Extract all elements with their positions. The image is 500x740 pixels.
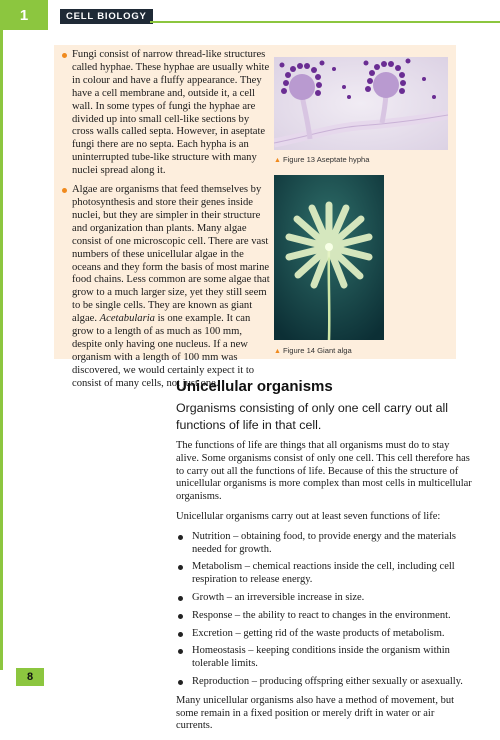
species-name: Acetabularia [99,313,155,325]
info-box-text [62,49,270,397]
functions-list [176,531,472,689]
figure-13-caption: ▲ Figure 13 Aseptate hypha [274,155,370,164]
bullet-icon [178,632,183,637]
list-item: Nutrition – obtaining food, to provide energy and the materials needed for growth. [176,531,472,557]
list-item: Excretion – getting rid of the waste products of metabolism. [176,628,472,641]
list-item: Homeostasis – keeping conditions inside the organism within tolerable limits. [176,645,472,671]
bullet-icon [178,649,183,654]
list-item: Metabolism – chemical reactions inside the cell, including cell respiration to release energy. [176,561,472,587]
chapter-number-tab: 1 [0,0,48,30]
figure-14-image [274,175,384,340]
caption-arrow-icon: ▲ [274,157,281,164]
page-number: 8 [16,668,44,686]
list-item: Reproduction – producing offspring either sexually or asexually. [176,676,472,689]
fungi-paragraph [62,49,270,178]
lead-in-paragraph: Unicellular organisms carry out at least seven functions of life: [176,510,441,522]
intro-paragraph: The functions of life are things that all organisms must do to stay alive. Some organisms consist of only one cell. This cell therefore has to carry out all the functions of life. Because of this the structure of unicellular organisms is more complex than most cells in multicellular organisms. [176,440,472,503]
bullet-icon [62,53,67,58]
bullet-icon [178,680,183,685]
closing-paragraph: Many unicellular organisms also have a method of movement, but some remain in a fixed position or merely drift in water or air currents. [176,694,454,732]
fungi-text: Fungi consist of narrow thread-like structures called hyphae. These hyphae are usually white in colour and have a fluffy appearance. They have a cell membrane and, outside it, a cell wall. In some types of fungi the hyphae are divided up into small cell-like sections by cross walls called septa. However, in aseptate fungi there are no septa. Each hypha is an uninterrupted tube-like structure with many nuclei spread along it. [72,49,270,177]
margin-rule [0,30,3,670]
chapter-title: CELL BIOLOGY [60,9,153,24]
unicellular-section [176,378,472,740]
algae-text: Algae are organisms that feed themselves by photosynthesis and store their genes inside nuclei, but they are simpler in their structure and organization than plants. Many algae consist of one microscopic cell. There are vast numbers of these unicellular algae in the oceans and they form the basis of most marine food chains. Less common are some algae that grow to a much larger size, yet they still seem to be single cells. They are known as giant algae. Acetabularia is one example. It can grow to a length of as much as 100 mm, despite only having one nucleus. If a new organism with a length of 100 mm was discovered, we would certainly expect it to consist of many cells, not just one. [72,184,270,389]
figure-14-caption: ▲ Figure 14 Giant alga [274,346,352,355]
bullet-icon [178,614,183,619]
bullet-icon [178,596,183,601]
bullet-icon [178,535,183,540]
section-subheading: Organisms consisting of only one cell carry out all functions of life in that cell. [176,401,449,432]
caption-arrow-icon: ▲ [274,348,281,355]
section-heading: Unicellular organisms [176,378,333,395]
algae-paragraph [62,184,270,391]
header-rule [150,21,500,23]
bullet-icon [178,565,183,570]
list-item: Response – the ability to react to changes in the environment. [176,610,472,623]
bullet-icon [62,188,67,193]
list-item: Growth – an irreversible increase in size. [176,592,472,605]
figure-13-image [274,57,448,150]
